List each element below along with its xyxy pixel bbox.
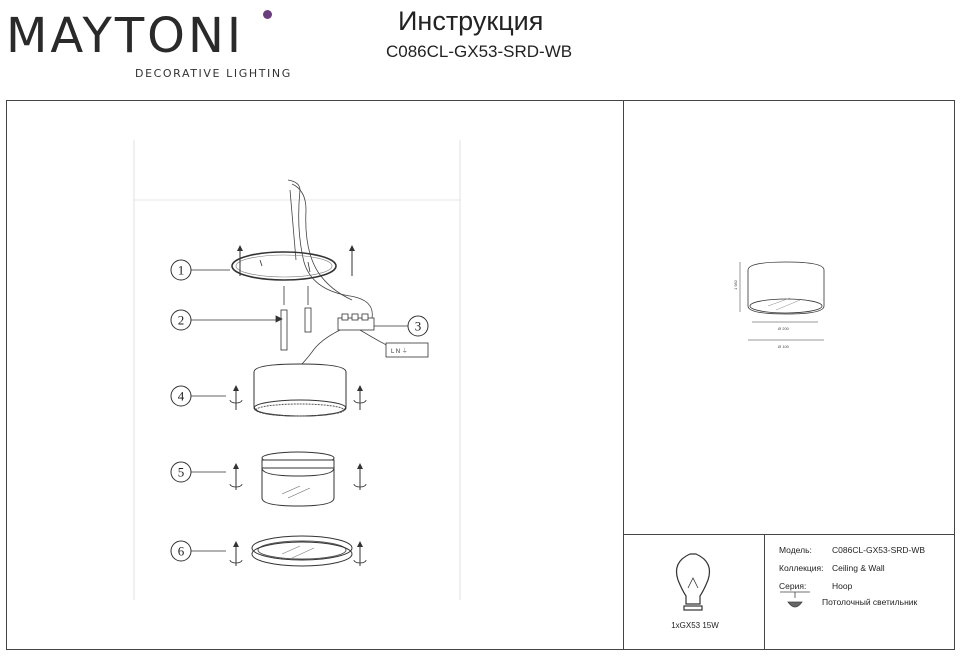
lamp-holder [262,452,334,506]
spec-type-value: Потолочный светильник [822,597,918,607]
brand-tagline: DECORATIVE LIGHTING [135,67,292,80]
callout-number-5: 5 [177,464,185,480]
dimension-inner-diameter: Ø 200 [778,326,789,331]
dimension-height: 1 982 [733,279,738,290]
mounting-ring [232,252,336,280]
svg-text:L N ⏚: L N ⏚ [391,349,408,355]
callout-number-4: 4 [177,388,185,404]
ring-screws [260,260,310,272]
cable-lines [288,180,396,366]
ceiling-lamp-icon [780,592,810,607]
diffuser-ring [252,536,352,566]
spec-model-value: C086CL-GX53-SRD-WB [832,545,926,555]
lamp-housing [254,364,346,416]
spec-series-value: Hoop [832,581,853,591]
callout-number-3: 3 [414,318,422,334]
dimension-outer-diameter: Ø 100 [778,344,791,349]
callout-number-2: 2 [177,312,185,328]
spec-collection-label: Коллекция: [779,563,824,573]
dowels [276,286,311,350]
spec-model-label: Модель: [779,545,812,555]
spec-series-label: Серия: [779,581,807,591]
callout-number-1: 1 [177,262,185,278]
document-model-code: C086CL-GX53-SRD-WB [386,42,573,61]
callout-number-6: 6 [177,543,185,559]
document-title: Инструкция [398,6,544,36]
spec-collection-value: Ceiling & Wall [832,563,885,573]
lamp-spec-caption: 1xGX53 15W [671,621,719,630]
bulb-icon [677,554,710,610]
brand-logo: MAYTONI [6,8,245,64]
